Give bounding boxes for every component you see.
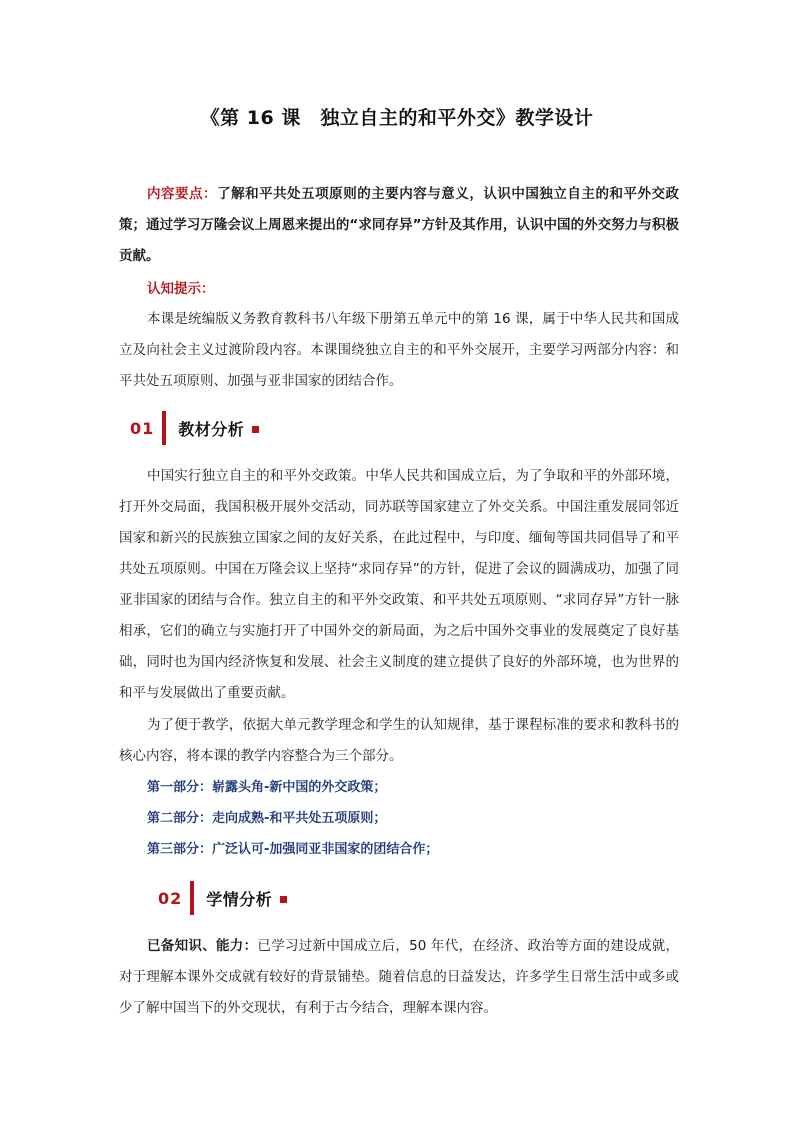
cognitive-hint-paragraph: 本课是统编版义务教育教科书八年级下册第五单元中的第 16 课，属于中华人民共和国成立及向社会主义过渡阶段内容。本课围绕独立自主的和平外交展开，主要学习两部分内容：和平共处五项原则、加强与亚非国家的团结合作。 [119,311,679,389]
part-three [147,840,438,860]
section-title: 教材分析 [178,419,245,439]
material-analysis-paragraph-2: 为了便于教学，依据大单元教学理念和学生的认知规律，基于课程标准的要求和教科书的核心内容，将本课的教学内容整合为三个部分。 [119,717,679,764]
material-analysis-paragraph-1: 中国实行独立自主的和平外交政策。中华人民共和国成立后，为了争取和平的外部环境，打开外交局面，我国积极开展外交活动，同苏联等国家建立了外交关系。中国注重发展同邻近国家和新兴的民族独立国家之间的友好关系，在此过程中，与印度、缅甸等国共同倡导了和平共处五项原则。中国在万隆会议上坚持“求同存异”的方针，促进了会议的圆满成功，加强了同亚非国家的团结与合作。独立自主的和平外交政策、和平共处五项原则、“求同存异”方针一脉相承，它们的确立与实施打开了中国外交的新局面，为之后中国外交事业的发展奠定了良好基础，同时也为国内经济恢复和发展、社会主义制度的建立提供了良好的外部环境，也为世界的和平与发展做出了重要贡献。 [119,468,679,701]
part-three-label: 第三部分： [147,842,213,857]
part-two-text: 走向成熟-和平共处五项原则； [212,811,387,826]
cognitive-hint-label: 认知提示： [147,281,215,297]
part-one-text: 崭露头角-新中国的外交政策； [212,780,387,795]
part-one-label: 第一部分： [147,780,213,795]
cognitive-hint-label-line [119,274,679,305]
prior-knowledge-label: 已备知识、能力： [147,938,258,954]
prior-knowledge-text: 已学习过新中国成立后，50 年代，在经济、政治等方面的建设成就，对于理解本课外交成就有较好的背景铺垫。随着信息的日益发达，许多学生日常生活中或多或少了解中国当下的外交现状，有利于古今结合，理解本课内容。 [119,938,680,1016]
key-points-paragraph [119,179,679,272]
section-heading-material-analysis [130,411,259,445]
section-heading-learner-analysis [158,881,287,915]
page-title: 《第 16 课 独立自主的和平外交》教学设计 [200,107,594,129]
part-two-label: 第二部分： [147,811,213,826]
part-one [147,778,386,798]
part-three-text: 广泛认可-加强同亚非国家的团结合作； [212,842,439,857]
section-divider-bar [162,411,166,445]
key-points-label: 内容要点： [147,186,218,202]
learner-analysis-paragraph [119,931,679,1024]
section-number: 02 [158,888,183,908]
part-two [147,809,386,829]
key-points-text: 了解和平共处五项原则的主要内容与意义，认识中国独立自主的和平外交政策；通过学习万隆会议上周恩来提出的“求同存异”方针及其作用，认识中国的外交努力与积极贡献。 [119,186,680,264]
section-number: 01 [130,418,155,438]
section-title: 学情分析 [206,889,273,909]
section-square-icon [280,896,287,903]
section-square-icon [252,426,259,433]
section-divider-bar [190,881,194,915]
